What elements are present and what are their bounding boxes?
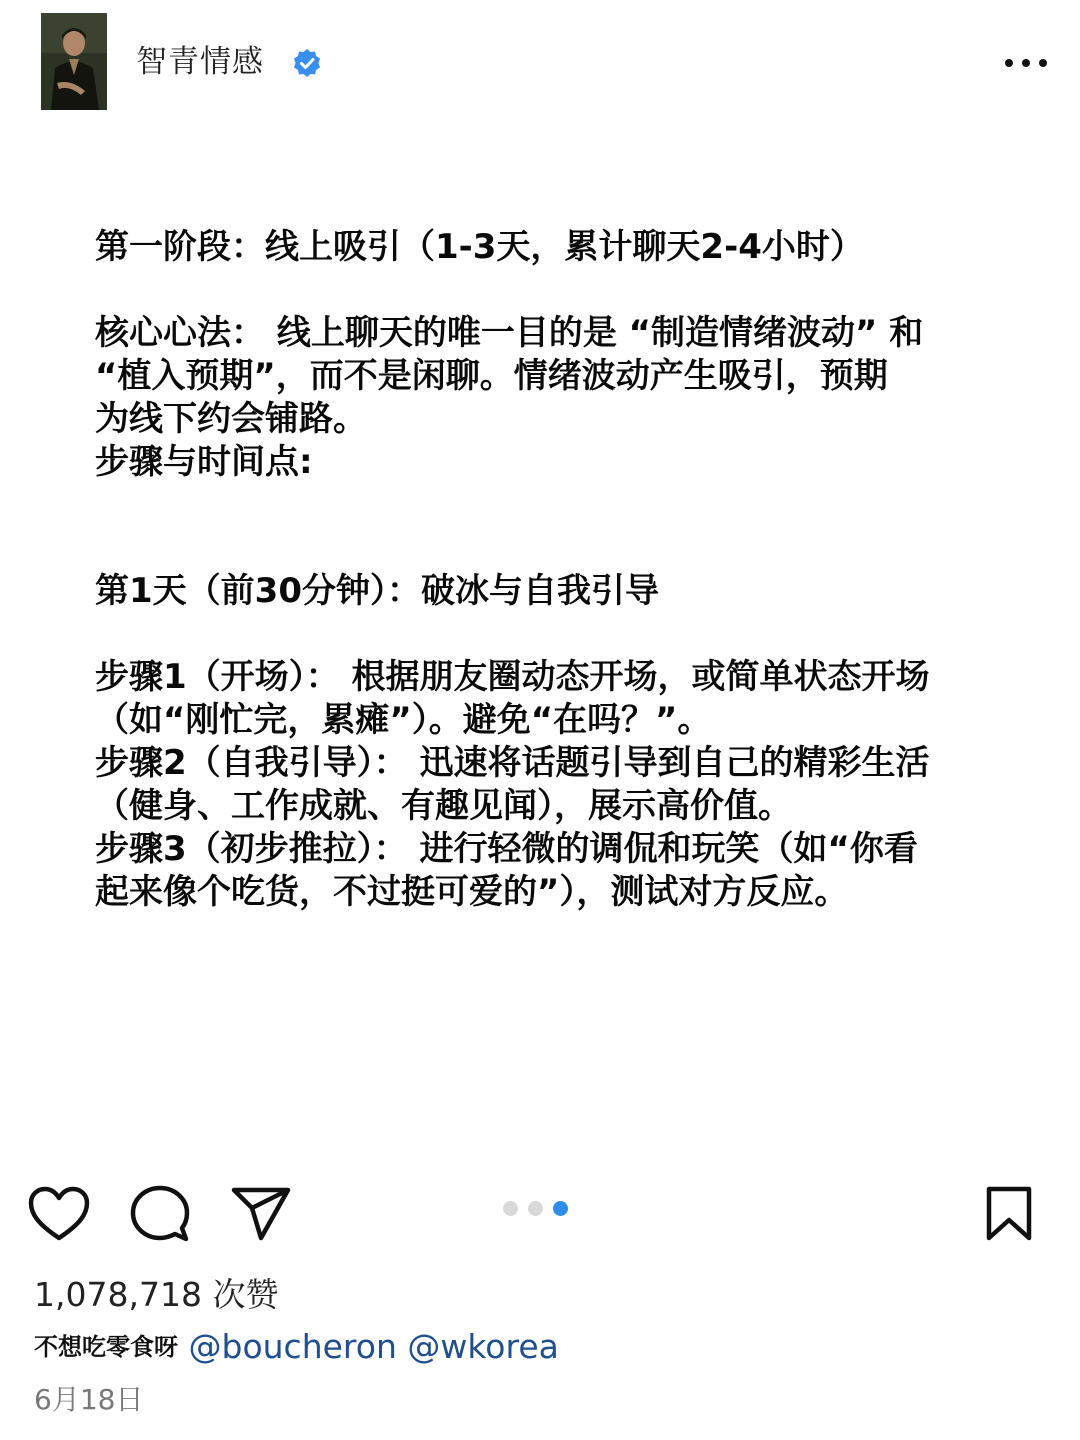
mention-link[interactable]: @boucheron [188,1327,397,1366]
action-bar [0,1170,1080,1260]
caption [34,1325,559,1369]
heart-icon[interactable] [28,1186,90,1242]
post-image-text [95,226,990,914]
mention-link[interactable]: @wkorea [407,1327,559,1366]
carousel-dot-active[interactable] [553,1201,568,1216]
post-date: 6月18日 [34,1383,144,1416]
stage-title: 第一阶段：线上吸引（1-3天，累计聊天2-4小时） [95,227,864,267]
verified-badge-icon [292,48,322,78]
post-header [0,0,1080,125]
like-count[interactable]: 1,078,718 次赞 [34,1275,279,1314]
step-line: 步骤1（开场）： 根据朋友圈动态开场，或简单状态开场 [95,657,930,697]
more-dot [1039,59,1047,67]
day-heading: 第1天（前30分钟）：破冰与自我引导 [95,571,659,611]
step-line: （健身、工作成就、有趣见闻），展示高价值。 [95,786,792,826]
more-dot [1005,59,1013,67]
carousel-dot[interactable] [528,1201,543,1216]
step-line: （如“刚忙完，累瘫”）。避免“在吗？”。 [95,700,712,740]
avatar-photo [41,13,107,110]
comment-icon[interactable] [130,1184,190,1244]
step-line: 步骤3（初步推拉）： 进行轻微的调侃和玩笑（如“你看 [95,829,918,869]
more-horizontal-icon[interactable] [1001,48,1051,78]
username[interactable]: 智青情感 [136,44,264,80]
share-icon[interactable] [230,1186,292,1242]
more-dot [1022,59,1030,67]
carousel-dot[interactable] [503,1201,518,1216]
principle-line: 核心心法： 线上聊天的唯一目的是 “制造情绪波动” 和 [95,313,924,353]
step-line: 起来像个吃货，不过挺可爱的”），测试对方反应。 [95,872,849,912]
steps-heading: 步骤与时间点: [95,442,313,482]
principle-line: “植入预期”，而不是闲聊。情绪波动产生吸引，预期 [95,356,888,396]
step-line: 步骤2（自我引导）： 迅速将话题引导到自己的精彩生活 [95,743,930,783]
bookmark-icon[interactable] [985,1186,1033,1242]
avatar[interactable] [41,13,107,110]
principle-line: 为线下约会铺路。 [95,399,367,439]
caption-username[interactable]: 不想吃零食呀 [34,1333,178,1361]
carousel-indicator [503,1201,568,1216]
